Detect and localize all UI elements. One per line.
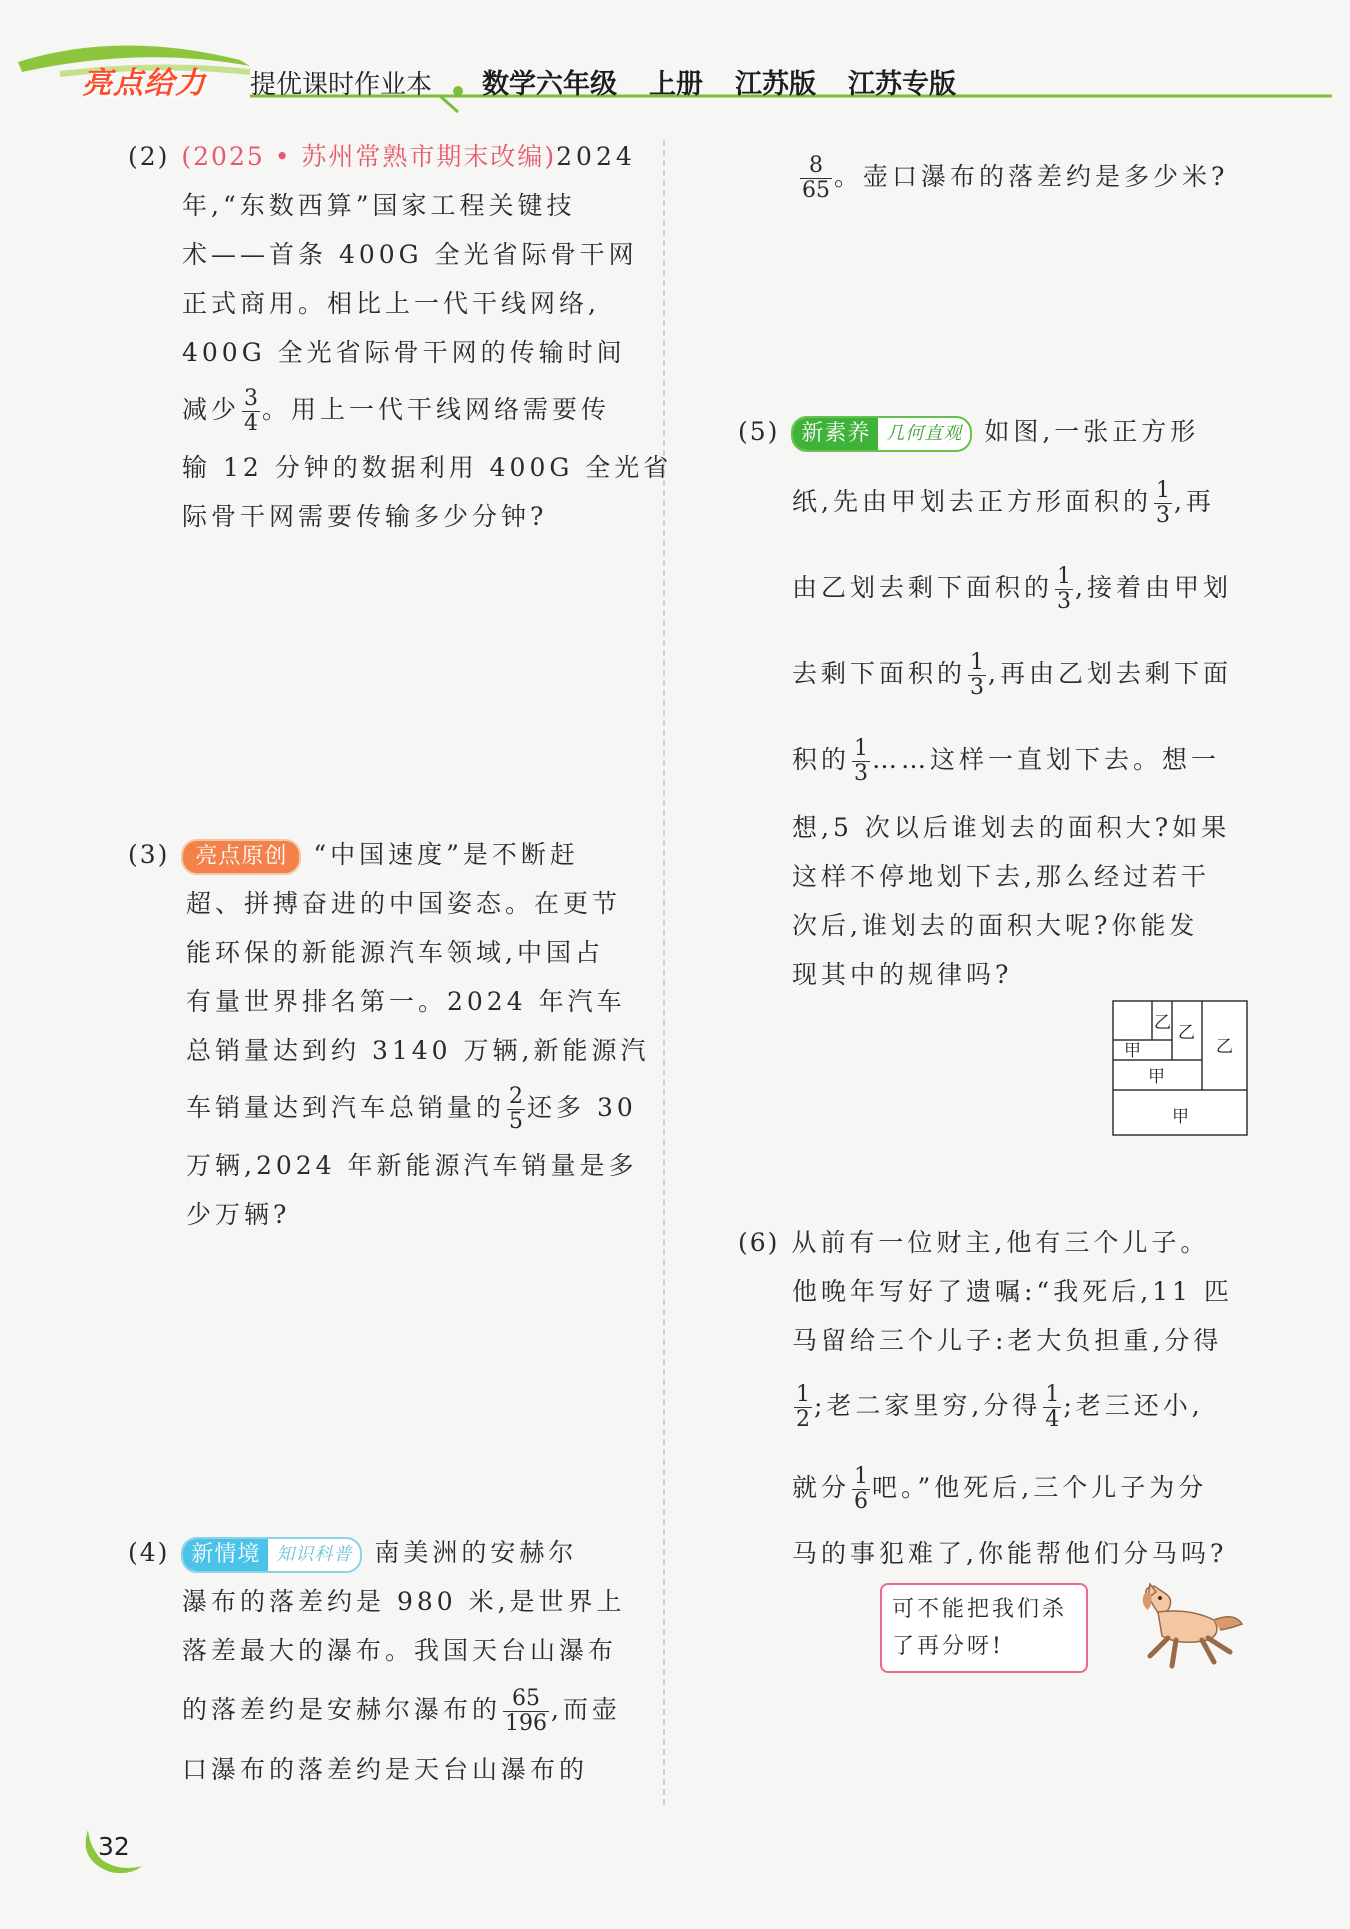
text-line: 现其中的规律吗? bbox=[792, 960, 1013, 989]
denominator: 196 bbox=[505, 1711, 548, 1736]
denominator: 6 bbox=[854, 1489, 869, 1514]
text-line: 万辆,2024 年新能源汽车销量是多 bbox=[186, 1151, 638, 1180]
text-line bbox=[792, 631, 1232, 717]
text-line bbox=[792, 717, 1232, 803]
text-line bbox=[792, 459, 1232, 545]
question-number: (6) bbox=[738, 1228, 780, 1257]
text-line: 口瀑布的落差约是天台山瀑布的 bbox=[182, 1755, 589, 1784]
text-fragment: ,而壶 bbox=[551, 1695, 621, 1724]
label-yi: 乙 bbox=[1154, 1013, 1171, 1033]
text-fragment: 车销量达到汽车总销量的 bbox=[186, 1093, 506, 1122]
question-number: (2) bbox=[128, 142, 170, 171]
numerator: 8 bbox=[809, 153, 823, 178]
text-line: 马留给三个儿子:老大负担重,分得 bbox=[792, 1326, 1223, 1355]
text-fragment: 纸,先由甲划去正方形面积的 bbox=[792, 487, 1152, 516]
literacy-badge bbox=[791, 416, 972, 452]
text-line: 他晚年写好了遗嘱:“我死后,11 匹 bbox=[792, 1277, 1233, 1306]
numerator: 2 bbox=[509, 1084, 524, 1109]
edition-label: 江苏版 bbox=[735, 69, 816, 100]
badge-sub: 知识科普 bbox=[276, 1544, 353, 1565]
text-fragment: 。壶口瀑布的落差约是多少米? bbox=[834, 162, 1229, 191]
numerator: 1 bbox=[854, 1464, 869, 1489]
text-line: 输 12 分钟的数据利用 400G 全光省 bbox=[182, 453, 673, 482]
numerator: 1 bbox=[970, 650, 985, 675]
text-fragment: ,再 bbox=[1173, 487, 1215, 516]
question-number: (5) bbox=[738, 417, 780, 446]
text-line bbox=[792, 545, 1232, 631]
region-label: 江苏专版 bbox=[848, 69, 956, 100]
text-fragment: “中国速度”是不断赶 bbox=[313, 840, 579, 869]
question-source: (2025 • 苏州常熟市期末改编) bbox=[181, 142, 557, 171]
numerator: 1 bbox=[1045, 1382, 1060, 1407]
text-fragment: 还多 30 bbox=[527, 1093, 637, 1122]
numerator: 3 bbox=[244, 386, 259, 411]
fraction bbox=[1154, 479, 1172, 528]
label-yi: 乙 bbox=[1216, 1037, 1233, 1057]
question-number: (4) bbox=[128, 1538, 170, 1567]
text-fragment: 如图,一张正方形 bbox=[984, 417, 1200, 446]
label-yi: 乙 bbox=[1178, 1023, 1195, 1043]
text-line bbox=[792, 1365, 1233, 1447]
brand-logo-text: 亮点给力 bbox=[82, 66, 206, 101]
text-line: 有量世界排名第一。2024 年汽车 bbox=[186, 987, 626, 1016]
bubble-line: 可不能把我们杀 bbox=[892, 1597, 1068, 1622]
text-line: 马的事犯难了,你能帮他们分马吗? bbox=[792, 1539, 1228, 1568]
text-line bbox=[792, 1447, 1233, 1529]
context-badge bbox=[181, 1537, 362, 1573]
text-fragment: 吧。”他死后,三个儿子为分 bbox=[872, 1473, 1208, 1502]
text-line: 瀑布的落差约是 980 米,是世界上 bbox=[182, 1587, 626, 1616]
subject-label: 数学六年级 bbox=[482, 69, 617, 100]
text-line: 际骨干网需要传输多少分钟? bbox=[182, 502, 548, 531]
text-fragment: 由乙划去剩下面积的 bbox=[792, 573, 1054, 602]
text-line bbox=[798, 142, 1228, 212]
text-line: 超、拼搏奋进的中国姿态。在更节 bbox=[186, 889, 622, 918]
text-line: 少万辆? bbox=[186, 1200, 291, 1229]
label-jia: 甲 bbox=[1172, 1107, 1189, 1127]
numerator: 1 bbox=[1155, 478, 1170, 503]
text-fragment: ,接着由甲划 bbox=[1075, 573, 1232, 602]
question-2 bbox=[128, 132, 672, 541]
text-fragment: 从前有一位财主,他有三个儿子。 bbox=[791, 1228, 1210, 1257]
fraction bbox=[800, 154, 832, 203]
text-line: 总销量达到约 3140 万辆,新能源汽 bbox=[186, 1036, 650, 1065]
badge-main: 新素养 bbox=[793, 418, 878, 450]
text-line: 400G 全光省际骨干网的传输时间 bbox=[182, 338, 626, 367]
fraction bbox=[852, 1465, 870, 1514]
label-jia: 甲 bbox=[1124, 1041, 1141, 1061]
text-line: 2024 bbox=[556, 142, 636, 171]
text-fragment: ;老三还小, bbox=[1063, 1391, 1204, 1420]
numerator: 1 bbox=[1057, 564, 1072, 589]
denominator: 4 bbox=[244, 411, 259, 436]
text-line: 想,5 次以后谁划去的面积大?如果 bbox=[792, 813, 1231, 842]
brand-subtitle: 提优课时作业本 bbox=[250, 70, 433, 100]
speech-bubble bbox=[880, 1583, 1088, 1673]
text-line bbox=[186, 1075, 649, 1141]
numerator: 65 bbox=[512, 1686, 541, 1711]
text-fragment: 减少 bbox=[182, 395, 241, 424]
text-line bbox=[182, 1675, 626, 1745]
text-fragment: ,再由乙划去剩下面 bbox=[988, 659, 1232, 688]
text-fragment: 的落差约是安赫尔瀑布的 bbox=[182, 1695, 502, 1724]
text-fragment: 。用上一代干线网络需要传 bbox=[262, 395, 611, 424]
question-6 bbox=[738, 1218, 1233, 1578]
book-meta bbox=[482, 62, 956, 101]
horse-illustration-icon bbox=[1110, 1580, 1250, 1680]
text-fragment: 去剩下面积的 bbox=[792, 659, 967, 688]
label-jia: 甲 bbox=[1148, 1067, 1165, 1087]
text-line: 次后,谁划去的面积大呢?你能发 bbox=[792, 911, 1199, 940]
text-line: 年,“东数西算”国家工程关键技 bbox=[182, 191, 576, 220]
page-number: 32 bbox=[98, 1832, 130, 1861]
fraction bbox=[1043, 1383, 1061, 1432]
text-fragment: 就分 bbox=[792, 1473, 851, 1502]
square-division-figure bbox=[1112, 1000, 1252, 1140]
text-fragment: 积的 bbox=[792, 745, 851, 774]
question-number: (3) bbox=[128, 840, 170, 869]
text-fragment: 南美洲的安赫尔 bbox=[374, 1538, 578, 1567]
fraction bbox=[503, 1687, 549, 1736]
text-line: 术——首条 400G 全光省际骨干网 bbox=[182, 240, 638, 269]
bubble-line: 了再分呀! bbox=[892, 1634, 1004, 1659]
badge-sub: 几何直观 bbox=[886, 422, 963, 444]
denominator: 3 bbox=[970, 675, 985, 700]
text-fragment: ;老二家里穷,分得 bbox=[814, 1391, 1042, 1420]
denominator: 5 bbox=[509, 1109, 524, 1134]
denominator: 3 bbox=[854, 761, 869, 786]
fraction bbox=[1055, 565, 1073, 614]
question-4-continued bbox=[798, 142, 1228, 212]
text-line: 能环保的新能源汽车领域,中国占 bbox=[186, 938, 604, 967]
question-3 bbox=[128, 830, 649, 1239]
denominator: 2 bbox=[796, 1407, 810, 1432]
denominator: 3 bbox=[1155, 503, 1170, 528]
badge-main: 新情境 bbox=[183, 1539, 268, 1571]
denominator: 4 bbox=[1045, 1407, 1060, 1432]
fraction bbox=[794, 1383, 812, 1432]
text-line: 这样不停地划下去,那么经过若干 bbox=[792, 862, 1210, 891]
numerator: 1 bbox=[796, 1382, 810, 1407]
fraction bbox=[968, 651, 986, 700]
question-5 bbox=[738, 405, 1232, 999]
text-line: 落差最大的瀑布。我国天台山瀑布 bbox=[182, 1636, 618, 1665]
text-fragment: ……这样一直划下去。想一 bbox=[872, 745, 1221, 774]
page-header bbox=[0, 0, 1350, 120]
denominator: 65 bbox=[802, 178, 830, 203]
volume-label: 上册 bbox=[649, 69, 703, 100]
fraction bbox=[242, 387, 260, 436]
fraction bbox=[852, 737, 870, 786]
text-line bbox=[182, 377, 672, 443]
original-badge: 亮点原创 bbox=[181, 839, 301, 875]
denominator: 3 bbox=[1057, 589, 1072, 614]
numerator: 1 bbox=[854, 736, 869, 761]
text-line: 正式商用。相比上一代干线网络, bbox=[182, 289, 600, 318]
question-4 bbox=[128, 1528, 626, 1794]
fraction bbox=[507, 1085, 525, 1134]
